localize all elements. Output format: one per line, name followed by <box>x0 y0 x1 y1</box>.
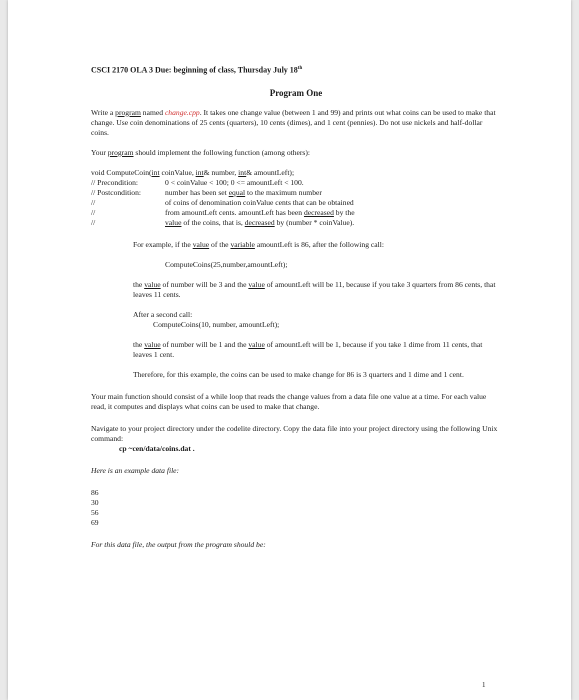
text: of amountLeft will be 1, because if you take 1 dime from 11 cents, that leaves 1 cent. <box>133 339 483 359</box>
implement-paragraph <box>91 148 501 158</box>
document-page <box>8 0 571 700</box>
main-function-paragraph: Your main function should consist of a while loop that reads the change values from a data file one value at a time. For each value read, it computes and displays what coins can be used to make that change. <box>91 391 487 411</box>
text: 0 < coinValue < 100; 0 <= amountLeft < 100. <box>165 177 304 187</box>
text: int <box>238 167 247 177</box>
text: // Precondition: <box>91 177 139 187</box>
navigate-paragraph: Navigate to your project directory under the codelite directory. Copy the data file into your project directory using the following Unix command: <box>91 423 498 443</box>
function-signature <box>91 168 501 178</box>
postcondition-line <box>91 188 501 198</box>
text: by the <box>333 207 355 217</box>
text: value <box>144 339 161 349</box>
text: should implement the following function (among others): <box>133 147 311 157</box>
text: of number will be 1 and the <box>160 339 249 349</box>
text: amountLeft is 86, after the following call: <box>254 239 384 249</box>
text: value <box>144 279 161 289</box>
text: & amountLeft); <box>246 167 295 177</box>
second-call-label: After a second call: <box>133 309 193 319</box>
text: . It takes one change value (between 1 and 99) and prints out what coins can be used to make that change. Use coin denominations of 25 cents (quarters), 10 cents (dimes), and 1 cent (pennies). Do not use nickels and half-dollar coins. <box>91 107 496 137</box>
text: program <box>107 147 134 157</box>
text: the <box>133 339 145 349</box>
text: of the <box>209 239 231 249</box>
second-result <box>91 340 501 360</box>
header-text: CSCI 2170 OLA 3 Due: beginning of class, Thursday July 18 <box>91 65 298 75</box>
text: of amountLeft will be 11, because if you take 3 quarters from 86 cents, that leaves 11 cents. <box>133 279 496 299</box>
comment-line <box>91 208 501 218</box>
text: of number will be 3 and the <box>160 279 249 289</box>
data-values-list <box>91 488 501 528</box>
text: // <box>91 207 96 217</box>
text: from amountLeft cents. amountLeft has been <box>165 207 304 217</box>
text: value <box>192 239 210 249</box>
precondition-line <box>91 178 501 188</box>
text: decreased <box>244 217 275 227</box>
filename: change.cpp <box>164 107 200 117</box>
first-result <box>91 280 501 300</box>
header-superscript: th <box>297 66 303 71</box>
unix-command: cp ~cen/data/coins.dat . <box>119 443 195 453</box>
text: by (number * coinValue). <box>274 217 355 227</box>
text: to the maximum number <box>245 187 322 197</box>
page-title: Program One <box>269 87 323 98</box>
text: For example, if the <box>133 239 193 249</box>
example-data-label: Here is an example data file: <box>91 465 180 475</box>
first-call: ComputeCoins(25,number,amountLeft); <box>165 259 288 269</box>
therefore-paragraph: Therefore, for this example, the coins can be used to make change for 86 is 3 quarters and 1 dime and 1 cent. <box>133 369 464 379</box>
text: & number, <box>203 167 239 177</box>
text: // <box>91 217 96 227</box>
text: number has been set <box>165 187 229 197</box>
text: int <box>151 167 160 177</box>
comment-line <box>91 198 501 208</box>
text: program <box>115 107 141 117</box>
text: variable <box>230 239 255 249</box>
text: of the coins, that is, <box>181 217 245 227</box>
data-value: 86 <box>91 487 99 497</box>
page-number: 1 <box>482 681 486 689</box>
text: value <box>248 339 265 349</box>
data-value: 56 <box>91 507 99 517</box>
document-content <box>91 64 501 550</box>
assignment-header <box>91 64 501 76</box>
text: int <box>195 167 204 177</box>
text: // Postcondition: <box>91 187 141 197</box>
text: equal <box>228 187 246 197</box>
text: of coins of denomination coinValue cents that can be obtained <box>165 197 354 207</box>
data-value: 69 <box>91 517 99 527</box>
data-value: 30 <box>91 497 99 507</box>
text: void ComputeCoin( <box>91 167 152 177</box>
text: value <box>165 217 182 227</box>
text: decreased <box>303 207 334 217</box>
text: // <box>91 197 96 207</box>
text: Write a <box>91 107 116 117</box>
intro-paragraph <box>91 108 501 138</box>
text: value <box>248 279 265 289</box>
function-spec <box>91 168 501 228</box>
example-paragraph <box>91 240 501 250</box>
text: named <box>140 107 165 117</box>
second-call: ComputeCoins(10, number, amountLeft); <box>153 319 280 329</box>
comment-line <box>91 218 501 228</box>
text: the <box>133 279 145 289</box>
output-label: For this data file, the output from the program should be: <box>91 539 266 549</box>
text: Your <box>91 147 108 157</box>
text: coinValue, <box>159 167 196 177</box>
